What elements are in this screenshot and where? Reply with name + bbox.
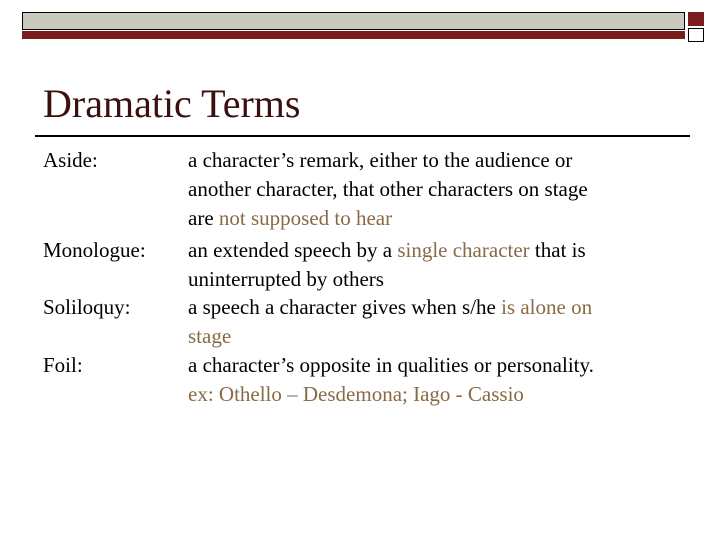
highlighted-phrase: not supposed to hear	[218, 206, 393, 230]
definition-soliloquy	[188, 293, 592, 351]
header-band	[22, 12, 685, 30]
definition-line	[188, 293, 592, 322]
highlighted-phrase: single character	[397, 238, 530, 262]
definition-line: another character, that other characters on stage	[188, 177, 588, 201]
definition-line	[188, 380, 594, 409]
term-aside: Aside:	[43, 148, 98, 172]
term-monologue: Monologue:	[43, 238, 146, 262]
term-soliloquy: Soliloquy:	[43, 295, 131, 319]
definition-line: a character’s opposite in qualities or personality.	[188, 353, 594, 377]
term-foil: Foil:	[43, 353, 83, 377]
definition-line: a character’s remark, either to the audience or	[188, 148, 573, 172]
definition-line	[188, 204, 588, 233]
definition-line	[188, 236, 586, 265]
definition-foil	[188, 351, 594, 409]
corner-square-outline	[688, 28, 704, 42]
definition-line	[188, 322, 592, 351]
definition-monologue	[188, 236, 586, 294]
corner-square-filled	[688, 12, 704, 26]
definition-text: a speech a character gives when s/he	[188, 295, 502, 319]
title-underline	[35, 135, 690, 137]
definition-line: uninterrupted by others	[188, 267, 384, 291]
slide-title: Dramatic Terms	[43, 81, 301, 126]
highlighted-phrase: stage	[188, 324, 232, 348]
highlighted-phrase: ex: Othello – Desdemona; Iago - Cassio	[188, 382, 524, 406]
definition-text: that is	[529, 238, 586, 262]
definition-aside	[188, 146, 588, 233]
highlighted-phrase: is alone on	[501, 295, 593, 319]
header-rule	[22, 31, 685, 39]
definition-text: an extended speech by a	[188, 238, 398, 262]
definition-text: are	[188, 206, 219, 230]
